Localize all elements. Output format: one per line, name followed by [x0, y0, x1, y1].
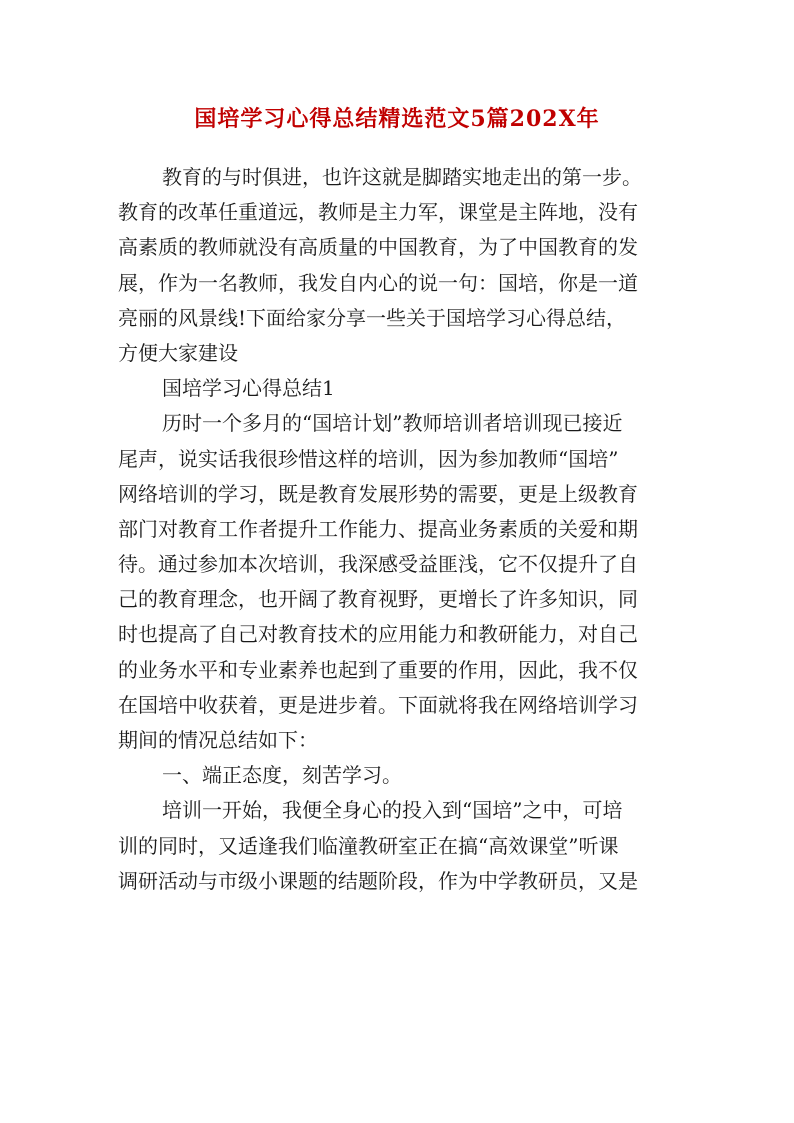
- body-line: 时也提高了自己对教育技术的应用能力和教研能力，对自己: [118, 622, 638, 647]
- body-line: 己的教育理念，也开阔了教育视野，更增长了许多知识，同: [118, 587, 638, 612]
- body-line: 网络培训的学习，既是教育发展形势的需要，更是上级教育: [118, 481, 638, 506]
- body-line: 部门对教育工作者提升工作能力、提高业务素质的关爱和期: [118, 516, 638, 541]
- body-line: 教育的改革任重道远，教师是主力军，课堂是主阵地，没有: [118, 200, 638, 225]
- body-line: 亮丽的风景线!下面给家分享一些关于国培学习心得总结，: [118, 305, 627, 330]
- body-line: 训的同时，又适逢我们临潼教研室正在搞“高效课堂”听课: [118, 833, 619, 858]
- body-line: 待。通过参加本次培训，我深感受益匪浅，它不仅提升了自: [118, 552, 638, 577]
- body-line: 的业务水平和专业素养也起到了重要的作用，因此，我不仅: [118, 657, 638, 682]
- body-line: 历时一个多月的“国培计划”教师培训者培训现已接近: [162, 411, 623, 436]
- body-line: 期间的情况总结如下：: [118, 728, 318, 752]
- document-body: [118, 160, 688, 899]
- body-line: 方便大家建设: [118, 340, 238, 365]
- body-line: 展，作为一名教师，我发自内心的说一句：国培，你是一道: [118, 270, 638, 295]
- body-line: 尾声，说实话我很珍惜这样的培训，因为参加教师“国培”: [118, 446, 619, 471]
- document-title: 国培学习心得总结精选范文5篇202X年: [194, 106, 600, 132]
- body-line: 国培学习心得总结1: [162, 376, 335, 401]
- body-line: 高素质的教师就没有高质量的中国教育，为了中国教育的发: [118, 235, 638, 260]
- body-line: 一、端正态度，刻苦学习。: [162, 763, 402, 788]
- body-line: 教育的与时俱进，也许这就是脚踏实地走出的第一步。: [162, 165, 642, 189]
- body-line: 在国培中收获着，更是进步着。下面就将我在网络培训学习: [118, 692, 638, 717]
- body-line: 培训一开始，我便全身心的投入到“国培”之中，可培: [162, 798, 623, 823]
- body-line: 调研活动与市级小课题的结题阶段，作为中学教研员，又是: [118, 868, 638, 893]
